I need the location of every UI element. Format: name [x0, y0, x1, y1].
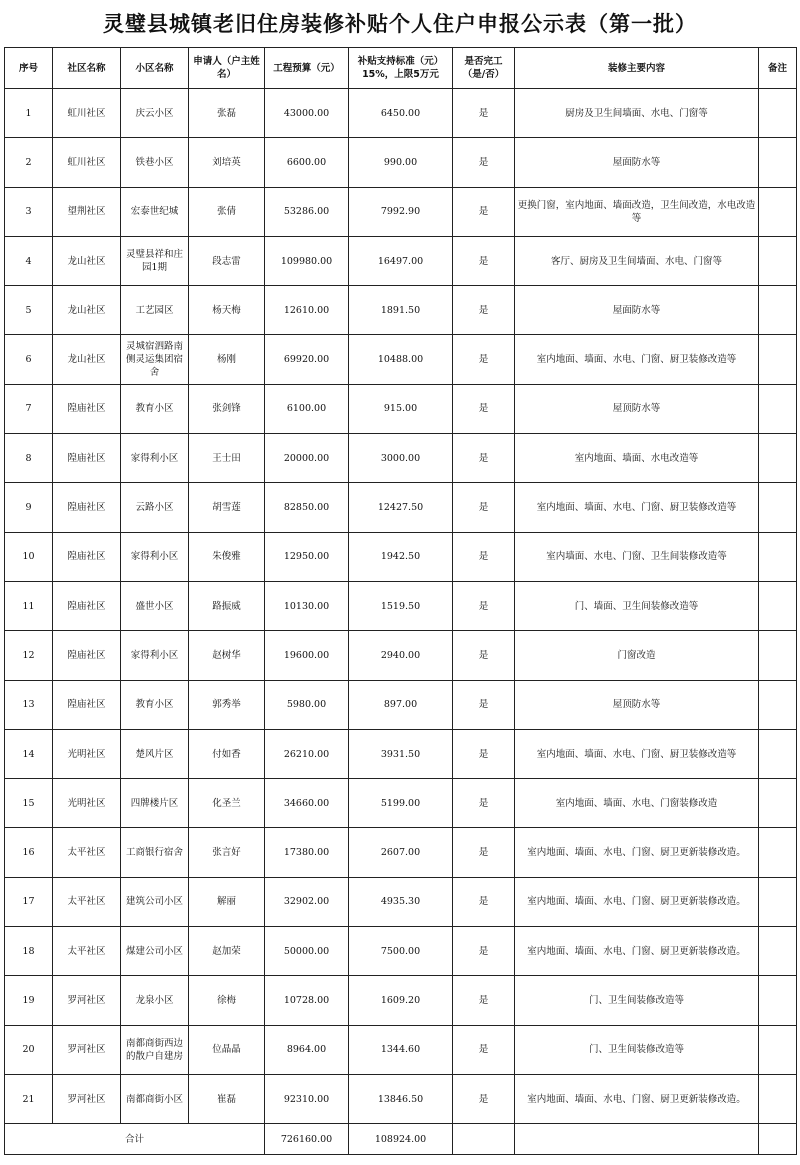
cell-remark	[759, 138, 797, 187]
cell-no: 5	[5, 286, 53, 335]
cell-no: 12	[5, 631, 53, 680]
cell-community: 龙山社区	[53, 286, 121, 335]
cell-community: 隍庙社区	[53, 483, 121, 532]
cell-community: 龙山社区	[53, 236, 121, 285]
cell-content: 门窗改造	[515, 631, 759, 680]
cell-content: 门、卫生间装修改造等	[515, 976, 759, 1025]
cell-remark	[759, 581, 797, 630]
cell-applicant: 赵加荣	[189, 927, 265, 976]
cell-no: 1	[5, 89, 53, 138]
table-row	[5, 434, 797, 483]
cell-community: 隍庙社区	[53, 581, 121, 630]
total-completed	[453, 1124, 515, 1155]
cell-community: 龙山社区	[53, 335, 121, 384]
cell-applicant: 杨刚	[189, 335, 265, 384]
cell-no: 13	[5, 680, 53, 729]
cell-subsidy: 7992.90	[349, 187, 453, 236]
header-estate: 小区名称	[121, 48, 189, 89]
cell-content: 室内地面、墙面、水电改造等	[515, 434, 759, 483]
cell-content: 室内墙面、水电、门窗、卫生间装修改造等	[515, 532, 759, 581]
cell-community: 隍庙社区	[53, 532, 121, 581]
cell-applicant: 朱俊雅	[189, 532, 265, 581]
cell-content: 室内地面、墙面、水电、门窗、厨卫更新装修改造。	[515, 828, 759, 877]
cell-estate: 工商银行宿舍	[121, 828, 189, 877]
page-title: 灵璧县城镇老旧住房装修补贴个人住户申报公示表（第一批）	[103, 12, 697, 36]
cell-budget: 26210.00	[265, 729, 349, 778]
cell-estate: 四牌楼片区	[121, 779, 189, 828]
cell-no: 20	[5, 1025, 53, 1074]
cell-completed: 是	[453, 680, 515, 729]
table-row	[5, 286, 797, 335]
table-row	[5, 483, 797, 532]
header-community: 社区名称	[53, 48, 121, 89]
cell-estate: 工艺园区	[121, 286, 189, 335]
cell-remark	[759, 384, 797, 433]
cell-completed: 是	[453, 631, 515, 680]
cell-applicant: 张剑锋	[189, 384, 265, 433]
cell-completed: 是	[453, 532, 515, 581]
cell-community: 罗河社区	[53, 976, 121, 1025]
cell-community: 太平社区	[53, 828, 121, 877]
cell-remark	[759, 335, 797, 384]
cell-subsidy: 897.00	[349, 680, 453, 729]
cell-applicant: 路振威	[189, 581, 265, 630]
table-row	[5, 532, 797, 581]
cell-subsidy: 4935.30	[349, 877, 453, 926]
cell-completed: 是	[453, 1025, 515, 1074]
cell-remark	[759, 779, 797, 828]
header-content: 装修主要内容	[515, 48, 759, 89]
header-row	[5, 48, 797, 89]
cell-applicant: 胡雪莲	[189, 483, 265, 532]
cell-remark	[759, 927, 797, 976]
cell-estate: 家得利小区	[121, 532, 189, 581]
table-row	[5, 1074, 797, 1123]
total-label: 合计	[5, 1124, 265, 1155]
cell-applicant: 张磊	[189, 89, 265, 138]
cell-budget: 53286.00	[265, 187, 349, 236]
cell-estate: 灵城宿泗路南侧灵运集团宿舍	[121, 335, 189, 384]
cell-remark	[759, 434, 797, 483]
cell-no: 17	[5, 877, 53, 926]
cell-applicant: 杨天梅	[189, 286, 265, 335]
cell-budget: 8964.00	[265, 1025, 349, 1074]
cell-estate: 南都商街西边的散户自建房	[121, 1025, 189, 1074]
total-subsidy: 108924.00	[349, 1124, 453, 1155]
cell-no: 6	[5, 335, 53, 384]
cell-remark	[759, 976, 797, 1025]
cell-no: 11	[5, 581, 53, 630]
cell-no: 8	[5, 434, 53, 483]
cell-budget: 20000.00	[265, 434, 349, 483]
table-row	[5, 976, 797, 1025]
cell-remark	[759, 828, 797, 877]
cell-no: 16	[5, 828, 53, 877]
cell-subsidy: 10488.00	[349, 335, 453, 384]
cell-budget: 19600.00	[265, 631, 349, 680]
header-completed: 是否完工（是/否）	[453, 48, 515, 89]
cell-subsidy: 7500.00	[349, 927, 453, 976]
table-row	[5, 779, 797, 828]
cell-no: 14	[5, 729, 53, 778]
total-budget: 726160.00	[265, 1124, 349, 1155]
header-budget: 工程预算（元）	[265, 48, 349, 89]
cell-subsidy: 1344.60	[349, 1025, 453, 1074]
cell-subsidy: 12427.50	[349, 483, 453, 532]
cell-no: 7	[5, 384, 53, 433]
cell-subsidy: 1891.50	[349, 286, 453, 335]
cell-budget: 109980.00	[265, 236, 349, 285]
cell-no: 9	[5, 483, 53, 532]
cell-content: 厨房及卫生间墙面、水电、门窗等	[515, 89, 759, 138]
cell-subsidy: 5199.00	[349, 779, 453, 828]
cell-budget: 82850.00	[265, 483, 349, 532]
cell-content: 屋面防水等	[515, 286, 759, 335]
cell-subsidy: 16497.00	[349, 236, 453, 285]
cell-subsidy: 3931.50	[349, 729, 453, 778]
cell-content: 屋顶防水等	[515, 384, 759, 433]
cell-remark	[759, 236, 797, 285]
header-no: 序号	[5, 48, 53, 89]
cell-budget: 69920.00	[265, 335, 349, 384]
cell-budget: 17380.00	[265, 828, 349, 877]
cell-content: 屋面防水等	[515, 138, 759, 187]
cell-applicant: 徐梅	[189, 976, 265, 1025]
cell-content: 室内地面、墙面、水电、门窗、厨卫更新装修改造。	[515, 877, 759, 926]
cell-content: 室内地面、墙面、水电、门窗、厨卫更新装修改造。	[515, 927, 759, 976]
cell-budget: 34660.00	[265, 779, 349, 828]
cell-community: 光明社区	[53, 729, 121, 778]
cell-budget: 12950.00	[265, 532, 349, 581]
cell-applicant: 王士田	[189, 434, 265, 483]
cell-subsidy: 915.00	[349, 384, 453, 433]
cell-subsidy: 3000.00	[349, 434, 453, 483]
cell-remark	[759, 631, 797, 680]
table-body	[5, 89, 797, 1124]
cell-remark	[759, 729, 797, 778]
cell-applicant: 位晶晶	[189, 1025, 265, 1074]
cell-completed: 是	[453, 434, 515, 483]
cell-remark	[759, 286, 797, 335]
cell-estate: 灵璧县祥和庄园1期	[121, 236, 189, 285]
cell-estate: 庆云小区	[121, 89, 189, 138]
cell-completed: 是	[453, 335, 515, 384]
header-remark: 备注	[759, 48, 797, 89]
cell-estate: 南都商街小区	[121, 1074, 189, 1123]
total-row	[5, 1124, 797, 1155]
cell-budget: 10130.00	[265, 581, 349, 630]
cell-completed: 是	[453, 581, 515, 630]
cell-completed: 是	[453, 187, 515, 236]
cell-subsidy: 13846.50	[349, 1074, 453, 1123]
table-row	[5, 927, 797, 976]
table-row	[5, 335, 797, 384]
cell-remark	[759, 680, 797, 729]
table-row	[5, 89, 797, 138]
cell-community: 虹川社区	[53, 138, 121, 187]
cell-content: 屋顶防水等	[515, 680, 759, 729]
cell-no: 10	[5, 532, 53, 581]
cell-applicant: 付如香	[189, 729, 265, 778]
cell-remark	[759, 89, 797, 138]
cell-budget: 10728.00	[265, 976, 349, 1025]
cell-community: 隍庙社区	[53, 434, 121, 483]
cell-subsidy: 1519.50	[349, 581, 453, 630]
cell-content: 门、墙面、卫生间装修改造等	[515, 581, 759, 630]
table-row	[5, 1025, 797, 1074]
cell-applicant: 张言好	[189, 828, 265, 877]
cell-applicant: 刘培英	[189, 138, 265, 187]
cell-completed: 是	[453, 927, 515, 976]
cell-completed: 是	[453, 779, 515, 828]
table-row	[5, 236, 797, 285]
cell-estate: 教育小区	[121, 680, 189, 729]
cell-content: 门、卫生间装修改造等	[515, 1025, 759, 1074]
total-remark	[759, 1124, 797, 1155]
cell-completed: 是	[453, 286, 515, 335]
cell-estate: 建筑公司小区	[121, 877, 189, 926]
cell-completed: 是	[453, 1074, 515, 1123]
total-content	[515, 1124, 759, 1155]
cell-remark	[759, 532, 797, 581]
cell-subsidy: 1942.50	[349, 532, 453, 581]
cell-budget: 50000.00	[265, 927, 349, 976]
cell-community: 隍庙社区	[53, 631, 121, 680]
cell-completed: 是	[453, 877, 515, 926]
cell-estate: 煤建公司小区	[121, 927, 189, 976]
cell-completed: 是	[453, 729, 515, 778]
cell-estate: 云路小区	[121, 483, 189, 532]
cell-remark	[759, 187, 797, 236]
cell-budget: 12610.00	[265, 286, 349, 335]
table-row	[5, 877, 797, 926]
cell-content: 更换门窗，室内地面、墙面改造，卫生间改造，水电改造等	[515, 187, 759, 236]
cell-estate: 家得利小区	[121, 434, 189, 483]
cell-subsidy: 2940.00	[349, 631, 453, 680]
header-applicant: 申请人（户主姓名）	[189, 48, 265, 89]
table-row	[5, 631, 797, 680]
cell-budget: 6100.00	[265, 384, 349, 433]
cell-applicant: 化圣兰	[189, 779, 265, 828]
cell-estate: 教育小区	[121, 384, 189, 433]
cell-remark	[759, 1025, 797, 1074]
cell-community: 罗河社区	[53, 1025, 121, 1074]
table-row	[5, 828, 797, 877]
table-row	[5, 680, 797, 729]
cell-community: 太平社区	[53, 877, 121, 926]
cell-budget: 6600.00	[265, 138, 349, 187]
cell-completed: 是	[453, 236, 515, 285]
cell-community: 罗河社区	[53, 1074, 121, 1123]
cell-community: 光明社区	[53, 779, 121, 828]
cell-applicant: 张倩	[189, 187, 265, 236]
cell-no: 4	[5, 236, 53, 285]
cell-budget: 92310.00	[265, 1074, 349, 1123]
cell-community: 隍庙社区	[53, 680, 121, 729]
cell-remark	[759, 877, 797, 926]
cell-subsidy: 990.00	[349, 138, 453, 187]
table-row	[5, 581, 797, 630]
cell-budget: 43000.00	[265, 89, 349, 138]
cell-remark	[759, 1074, 797, 1123]
cell-estate: 楚风片区	[121, 729, 189, 778]
cell-completed: 是	[453, 483, 515, 532]
cell-no: 18	[5, 927, 53, 976]
cell-completed: 是	[453, 828, 515, 877]
cell-no: 3	[5, 187, 53, 236]
cell-content: 室内地面、墙面、水电、门窗装修改造	[515, 779, 759, 828]
cell-applicant: 郭秀举	[189, 680, 265, 729]
cell-completed: 是	[453, 384, 515, 433]
cell-estate: 盛世小区	[121, 581, 189, 630]
cell-community: 太平社区	[53, 927, 121, 976]
header-subsidy: 补贴支持标准（元）15%，上限5万元	[349, 48, 453, 89]
cell-content: 室内地面、墙面、水电、门窗、厨卫装修改造等	[515, 483, 759, 532]
table-row	[5, 729, 797, 778]
cell-community: 隍庙社区	[53, 384, 121, 433]
subsidy-table	[4, 47, 797, 1155]
cell-no: 21	[5, 1074, 53, 1123]
cell-content: 室内地面、墙面、水电、门窗、厨卫更新装修改造。	[515, 1074, 759, 1123]
table-row	[5, 187, 797, 236]
cell-no: 19	[5, 976, 53, 1025]
cell-applicant: 赵树华	[189, 631, 265, 680]
cell-content: 室内地面、墙面、水电、门窗、厨卫装修改造等	[515, 729, 759, 778]
cell-budget: 32902.00	[265, 877, 349, 926]
cell-completed: 是	[453, 89, 515, 138]
cell-completed: 是	[453, 138, 515, 187]
cell-subsidy: 6450.00	[349, 89, 453, 138]
cell-estate: 宏泰世纪城	[121, 187, 189, 236]
cell-subsidy: 2607.00	[349, 828, 453, 877]
table-row	[5, 138, 797, 187]
cell-completed: 是	[453, 976, 515, 1025]
cell-estate: 龙泉小区	[121, 976, 189, 1025]
cell-community: 虹川社区	[53, 89, 121, 138]
cell-applicant: 解丽	[189, 877, 265, 926]
cell-budget: 5980.00	[265, 680, 349, 729]
cell-content: 客厅、厨房及卫生间墙面、水电、门窗等	[515, 236, 759, 285]
cell-applicant: 段志雷	[189, 236, 265, 285]
cell-remark	[759, 483, 797, 532]
cell-content: 室内地面、墙面、水电、门窗、厨卫装修改造等	[515, 335, 759, 384]
cell-no: 15	[5, 779, 53, 828]
cell-estate: 家得利小区	[121, 631, 189, 680]
cell-no: 2	[5, 138, 53, 187]
table-row	[5, 384, 797, 433]
cell-estate: 铁巷小区	[121, 138, 189, 187]
cell-subsidy: 1609.20	[349, 976, 453, 1025]
cell-community: 望荆社区	[53, 187, 121, 236]
cell-applicant: 崔磊	[189, 1074, 265, 1123]
